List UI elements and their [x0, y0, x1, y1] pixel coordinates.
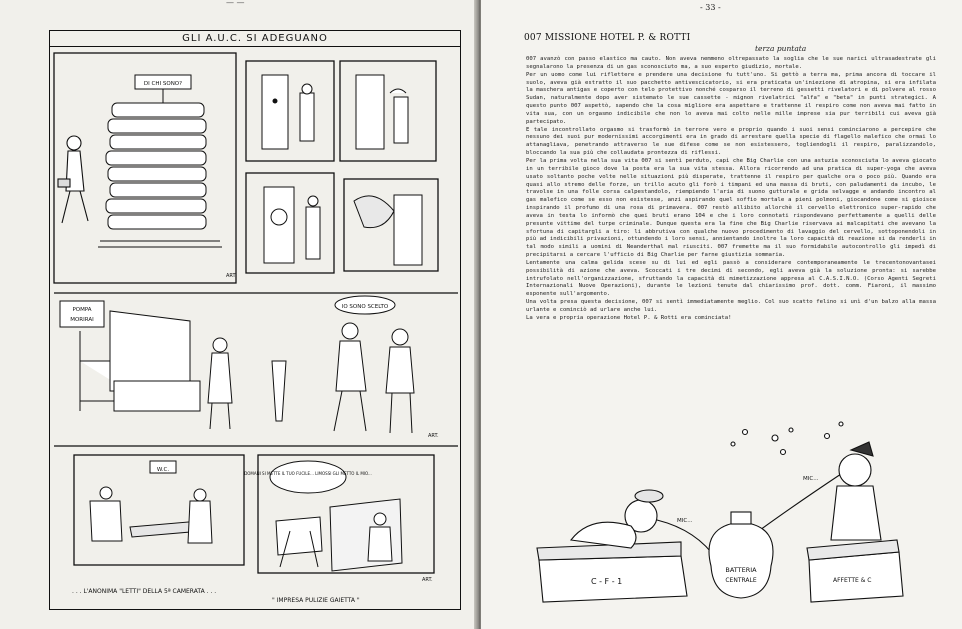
story-title: 007 MISSIONE HOTEL P. & ROTTI: [524, 33, 691, 43]
signature-1: ART.: [226, 273, 237, 279]
comic-panels: [50, 31, 462, 611]
mattress-pile-drawing: [98, 75, 222, 247]
battery-label-top: BATTERIA: [725, 566, 757, 574]
paragraph: Una volta presa questa decisione, 007 si sentì immediatamente meglio. Col suo scatto felino si unì d'un balzo alla massa urlante e cominciò ad urlare anche lui.: [526, 299, 936, 313]
paragraph: La vera e propria operazione Hotel P. & Rotti era cominciata!: [526, 314, 732, 321]
panel-locker-2: [340, 61, 436, 161]
caption-impresa: " IMPRESA PULIZIE GAIETTA ": [272, 597, 360, 604]
cleaning-drawing: [270, 461, 402, 571]
paragraph: Lentamente una calma gelida scese su di lui ed egli passò a considerare contemporaneamente le trecentonovantasei possibilità di azione che aveva. Scoccati i tre decimi di secondo, egli aveva già la soluzione pronta: si sarebbe intrufolato nell'organizzazione, sfruttando la capacità di mimetizzazione appresa al C.A.S.I.N.O. (Corso Agenti Segreti Internazionali Nuove Operazioni), durante le lezioni tenute dal chiarissimo prof. dott. comm. Fiaroni, il massimo esponente sull'argomento.: [526, 259, 936, 298]
bubble-io-sono-scelto: IO SONO SCELTO: [341, 304, 389, 310]
paragraph: Per la prima volta nella sua vita 007 si sentì perduto, capì che Big Charlie con una astuzia sconosciuta lo aveva giocato in un terribile gioco dove la posta era la sua vita stessa. Allora ricorrendo ad una pratica di super-yoga che aveva usato soltanto poche volte nelle situazioni più disperate, trattenne il respiro per qualche ora o poco più. Quando era quasi allo stremo delle forze, un trillo acuto gli forò i timpani ed una massa di bruti, con paludamenti da incubo, le travolse in una folle corsa calpestandolo, riempiendo l'aria di suono gutturale e grida selvagge e andando incontro al gas malefico come se esso non esistesse, anzi aspirando quel soffio mortale a pieni polmoni, giocandone come si gioisce inspirando il profumo di una rosa di primavera. 007 restò allibito allorchè il cervello elettronico super-rapido che aveva in testa lo informò che quei bruti erano 104 e che i loro connotati rispondevano perfettamente a quelli delle presunte vittime del turpe criminale. Dunque questa era la fine che Big Charlie riservava ai malcapitati che avevano la sfortuna di capitargli a tiro: li abbrutiva con qualche nuovo procedimento di lavaggio del cervello, sottoponendoli in più ad indicibili privazioni, ottundendo i loro sensi, annientando inoltre la loro capacità di reazione si da renderli in tal modo simili a uomini di Neanderthal mal riusciti. 007 fremette ma il suo formidabile autocontrollo gli impedì di precipitarsi a cercare l'ufficio di Big Charlie per farne giustizia sommaria.: [526, 157, 936, 259]
signature-3: ART.: [422, 577, 433, 583]
bubble-domani: DOMANI SI METTE IL TUO FUCILE... LIMOSSI GLI METTO IL MIO...: [244, 471, 372, 476]
battery-label-bottom: CENTRALE: [725, 577, 757, 584]
sign-di-chi-sono: DI CHI SONO?: [143, 81, 183, 87]
comic-title: GLI A.U.C. SI ADEGUANO: [50, 31, 460, 47]
left-page: [0, 0, 478, 629]
panel-locker-4: [344, 179, 438, 271]
wc-drawing: [90, 461, 212, 543]
panel-locker-1: [246, 61, 334, 161]
soldiers-scelto-drawing: [272, 296, 414, 433]
caption-letti: . . . L'ANONIMA "LETTI" DELLA 5ª CAMERATA . . .: [72, 588, 217, 595]
paragraph: E tale incontrollato orgasmo si trasformò in terrore vero e proprio quando i suoi sensi cominciarono a percepire che nessuno dei suoi pur modernissimi accorgimenti era in grado di arrestare quella specie di flagello malefico che ormai lo attanagliava, penetrando attraverso le sue difese come se non esistessero, togliendogli il respiro, paralizzandolo, bloccando la sua più che collaudata prontezza di riflessi.: [526, 126, 936, 157]
sign-morirai: MORIRAI: [70, 317, 94, 323]
signature-2: ART.: [428, 433, 439, 439]
story-subtitle: terza puntata: [755, 44, 807, 53]
soldier-figure-1: [58, 136, 88, 223]
crate-left-label: C - F - 1: [591, 577, 623, 586]
sound-effect-2: MIC...: [803, 476, 819, 482]
paragraph: Per un uomo come lui riflettere e prendere una decisione fu tutt'uno. Si gettò a terra ma, prima ancora di toccare il suolo, aveva già estratto il suo pacchetto antivescicatorio, si era praticata un'iniezione di atropina, si era infilata la maschera antigas e coperto con telo protettivo nonché cosparso il terreno di gessetti rivelatori e di polvere al rosso Sudan, naturalmente dopo aver sistemato le sue cassette - mignon rivelatrici "alfa" e "beta" in punti strategici. A questo punto 007 aspettò, sapendo che la cosa migliore era aspettare e trattenne il respiro come non aveva mai fatto in vita sua, con un orgasmo indicibile che non lo aveva mai colto nelle mille imprese sia pur terribili cui aveva già partecipato.: [526, 71, 936, 125]
battery-jar: [709, 522, 773, 598]
sign-wc: W.C.: [156, 467, 170, 473]
page-number: - 33 -: [700, 3, 721, 12]
comic-strip: [49, 30, 461, 610]
top-mark: — —: [226, 0, 245, 7]
crate-right-label: AFFETTE & C: [833, 577, 872, 584]
locker-drawings: [262, 75, 422, 265]
story-illustration: [481, 0, 962, 629]
sound-effect-1: MIC...: [677, 518, 693, 524]
sign-pompa: POMPA: [72, 307, 92, 313]
paragraph: 007 avanzò con passo elastico ma cauto. Non aveva nemmeno oltrepassato la soglia che le sue narici ultrasadestrate gli segnalarono la presenza di un gas sconosciuto ma, a suo esperto giudizio, mortale.: [526, 56, 936, 70]
